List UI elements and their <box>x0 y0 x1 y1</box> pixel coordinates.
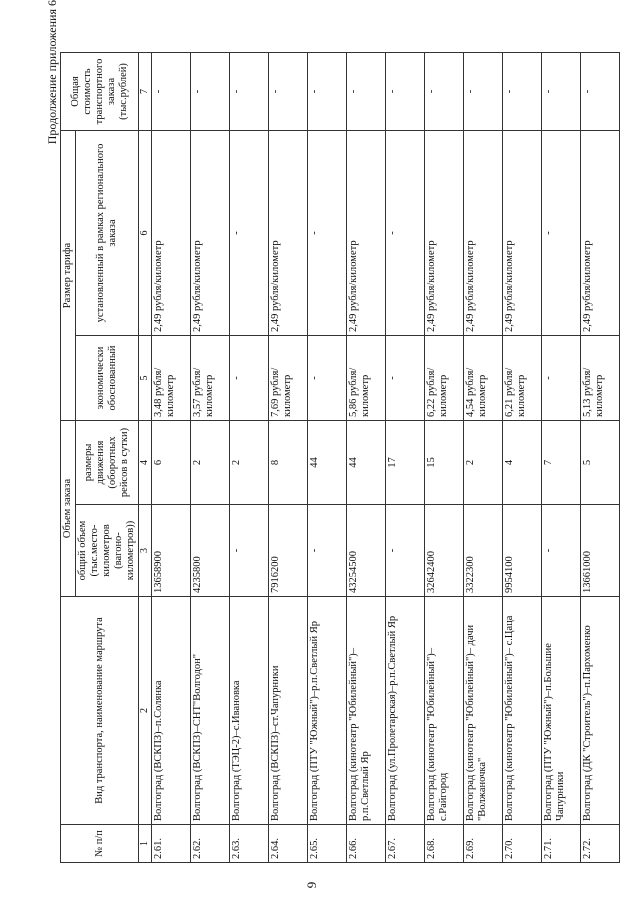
economic-tariff: - <box>229 336 268 421</box>
header-tariff: Размер тарифа <box>61 130 76 420</box>
transport-order-table <box>60 52 620 863</box>
economic-tariff: 3,48 рубля/ километр <box>151 336 190 421</box>
route-name: Волгоград (ул.Пролетарская)–р.п.Светлый Яр <box>385 597 424 825</box>
row-number: 2.62. <box>190 825 229 863</box>
row-number: 2.70. <box>502 825 541 863</box>
page-number: 9 <box>304 881 319 889</box>
route-name: Волгоград (ТЭЦ-2)–с.Ивановка <box>229 597 268 825</box>
established-tariff: - <box>385 130 424 335</box>
established-tariff: 2,49 рубля/километр <box>463 130 502 335</box>
total-volume: - <box>541 505 580 597</box>
header-route: Вид транспорта, наименование маршрута <box>61 597 139 825</box>
header-order-volume: Объем заказа <box>61 421 76 597</box>
established-tariff: 2,49 рубля/километр <box>502 130 541 335</box>
total-volume: 13661000 <box>580 505 619 597</box>
total-cost: - <box>502 52 541 130</box>
row-number: 2.69. <box>463 825 502 863</box>
total-volume: - <box>385 505 424 597</box>
table-row <box>190 52 229 862</box>
table-row <box>307 52 346 862</box>
economic-tariff: 5,86 рубля/ километр <box>346 336 385 421</box>
row-number: 2.65. <box>307 825 346 863</box>
continuation-note: Продолжение приложения 6 <box>45 0 59 145</box>
established-tariff: - <box>307 130 346 335</box>
established-tariff: 2,49 рубля/километр <box>190 130 229 335</box>
total-volume: 9954100 <box>502 505 541 597</box>
column-number: 5 <box>139 336 152 421</box>
row-number: 2.68. <box>424 825 463 863</box>
table-row <box>385 52 424 862</box>
economic-tariff: - <box>385 336 424 421</box>
frequency: 7 <box>541 421 580 505</box>
frequency: 8 <box>268 421 307 505</box>
row-number: 2.67. <box>385 825 424 863</box>
table-row <box>580 52 619 862</box>
total-volume: - <box>307 505 346 597</box>
row-number: 2.66. <box>346 825 385 863</box>
route-name: Волгоград (ВСКПЗ)–п.Солянка <box>151 597 190 825</box>
economic-tariff: 7,69 рубля/ километр <box>268 336 307 421</box>
economic-tariff: 6,21 рубля/ километр <box>502 336 541 421</box>
established-tariff: 2,49 рубля/километр <box>151 130 190 335</box>
header-economic: экономически обоснованный <box>76 336 139 421</box>
total-volume: 43254500 <box>346 505 385 597</box>
route-name: Волгоград (ПТУ "Южный")–р.п.Светлый Яр <box>307 597 346 825</box>
column-number: 7 <box>139 52 152 130</box>
frequency: 2 <box>229 421 268 505</box>
established-tariff: 2,49 рубля/километр <box>346 130 385 335</box>
header-established: установленный в рамках регионального заказа <box>76 130 139 335</box>
table-row <box>229 52 268 862</box>
frequency: 2 <box>463 421 502 505</box>
total-cost: - <box>229 52 268 130</box>
frequency: 6 <box>151 421 190 505</box>
economic-tariff: 3,57 рубля/ километр <box>190 336 229 421</box>
route-name: Волгоград (ВСКПЗ)–СНТ"Волгодон" <box>190 597 229 825</box>
header-num: № п/п <box>61 825 139 863</box>
column-number: 3 <box>139 505 152 597</box>
route-name: Волгоград (кинотеатр "Юбилейный")– с.Райгород <box>424 597 463 825</box>
row-number: 2.72. <box>580 825 619 863</box>
total-cost: - <box>346 52 385 130</box>
table-row <box>502 52 541 862</box>
total-volume: 4235800 <box>190 505 229 597</box>
economic-tariff: 5,13 рубля/ километр <box>580 336 619 421</box>
row-number: 2.71. <box>541 825 580 863</box>
route-name: Волгоград (кинотеатр "Юбилейный")– дачи "Волжаночка" <box>463 597 502 825</box>
frequency: 44 <box>346 421 385 505</box>
route-name: Волгоград (ПТУ "Южный")–п.Большие Чапурники <box>541 597 580 825</box>
row-number: 2.61. <box>151 825 190 863</box>
total-cost: - <box>580 52 619 130</box>
table-row <box>541 52 580 862</box>
economic-tariff: - <box>541 336 580 421</box>
total-cost: - <box>268 52 307 130</box>
total-volume: 13658900 <box>151 505 190 597</box>
economic-tariff: 4,54 рубля/ километр <box>463 336 502 421</box>
established-tariff: - <box>229 130 268 335</box>
total-cost: - <box>151 52 190 130</box>
table-row <box>463 52 502 862</box>
total-cost: - <box>385 52 424 130</box>
total-volume: - <box>229 505 268 597</box>
frequency: 5 <box>580 421 619 505</box>
total-cost: - <box>463 52 502 130</box>
table-row <box>151 52 190 862</box>
established-tariff: - <box>541 130 580 335</box>
frequency: 2 <box>190 421 229 505</box>
total-cost: - <box>541 52 580 130</box>
total-cost: - <box>190 52 229 130</box>
total-volume: 32642400 <box>424 505 463 597</box>
frequency: 44 <box>307 421 346 505</box>
total-cost: - <box>307 52 346 130</box>
header-total-volume: общий объем (тыс.место-километров (вагоно-километров)) <box>76 505 139 597</box>
row-number: 2.63. <box>229 825 268 863</box>
route-name: Волгоград (кинотеатр "Юбилейный")– р.п.Светлый Яр <box>346 597 385 825</box>
table-row <box>268 52 307 862</box>
total-volume: 7916200 <box>268 505 307 597</box>
frequency: 15 <box>424 421 463 505</box>
total-volume: 3322300 <box>463 505 502 597</box>
column-number: 1 <box>139 825 152 863</box>
column-number: 6 <box>139 130 152 335</box>
economic-tariff: 6,22 рубля/ километр <box>424 336 463 421</box>
column-number: 4 <box>139 421 152 505</box>
total-cost: - <box>424 52 463 130</box>
frequency: 4 <box>502 421 541 505</box>
header-total-cost: Общая стоимость транспортного заказа (тыс.рублей) <box>61 52 139 130</box>
row-number: 2.64. <box>268 825 307 863</box>
table-row <box>424 52 463 862</box>
established-tariff: 2,49 рубля/километр <box>268 130 307 335</box>
route-name: Волгоград (кинотеатр "Юбилейный")– с.Цаца <box>502 597 541 825</box>
route-name: Волгоград (ДК "Строитель")–п.Пархоменко <box>580 597 619 825</box>
route-name: Волгоград (ВСКПЗ)–ст.Чапурники <box>268 597 307 825</box>
economic-tariff: - <box>307 336 346 421</box>
established-tariff: 2,49 рубля/километр <box>424 130 463 335</box>
column-number: 2 <box>139 597 152 825</box>
table-row <box>346 52 385 862</box>
established-tariff: 2,49 рубля/километр <box>580 130 619 335</box>
frequency: 17 <box>385 421 424 505</box>
header-frequency: размеры движения (оборотных рейсов в сутки) <box>76 421 139 505</box>
